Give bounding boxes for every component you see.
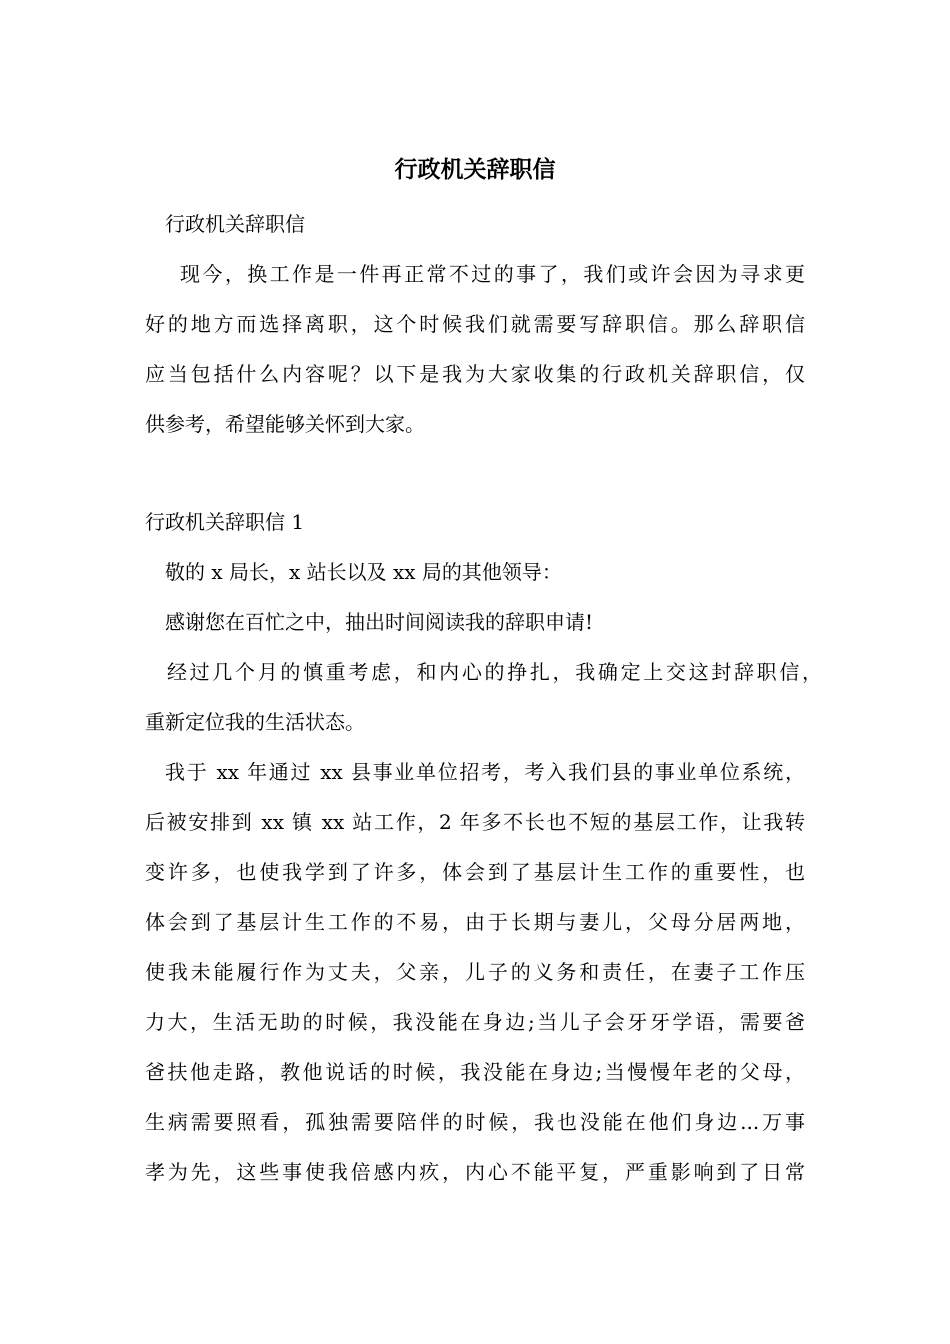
document-subtitle: 行政机关辞职信 [165, 212, 305, 236]
intro-line: 应当包括什么内容呢？以下是我为大家收集的行政机关辞职信，仅 [145, 362, 805, 386]
intro-line: 现今，换工作是一件再正常不过的事了，我们或许会因为寻求更 [180, 262, 805, 286]
paragraph-line: 经过几个月的慎重考虑，和内心的挣扎，我确定上交这封辞职信， [167, 660, 822, 684]
paragraph-line: 爸扶他走路，教他说话的时候，我没能在身边;当慢慢年老的父母， [145, 1060, 805, 1084]
thanks-line: 感谢您在百忙之中，抽出时间阅读我的辞职申请! [165, 610, 594, 634]
section-heading: 行政机关辞职信 1 [145, 510, 305, 534]
paragraph-line: 后被安排到 xx 镇 xx 站工作，2 年多不长也不短的基层工作，让我转 [145, 810, 805, 834]
paragraph-line: 使我未能履行作为丈夫，父亲，儿子的义务和责任，在妻子工作压 [145, 960, 805, 984]
paragraph-line: 生病需要照看，孤独需要陪伴的时候，我也没能在他们身边...万事 [145, 1110, 805, 1134]
salutation: 敬的 x 局长，x 站长以及 xx 局的其他领导： [165, 560, 562, 584]
paragraph-line: 力大，生活无助的时候，我没能在身边;当儿子会牙牙学语，需要爸 [145, 1010, 805, 1034]
document-title: 行政机关辞职信 [394, 156, 556, 183]
paragraph-line: 孝为先，这些事使我倍感内疚，内心不能平复，严重影响到了日常 [145, 1160, 805, 1184]
paragraph-line: 体会到了基层计生工作的不易，由于长期与妻儿，父母分居两地， [145, 910, 805, 934]
paragraph-line: 我于 xx 年通过 xx 县事业单位招考，考入我们县的事业单位系统， [165, 760, 805, 784]
intro-line: 供参考，希望能够关怀到大家。 [145, 412, 425, 436]
paragraph-line: 重新定位我的生活状态。 [145, 710, 365, 734]
paragraph-line: 变许多，也使我学到了许多，体会到了基层计生工作的重要性，也 [145, 860, 805, 884]
intro-line: 好的地方而选择离职，这个时候我们就需要写辞职信。那么辞职信 [145, 312, 805, 336]
